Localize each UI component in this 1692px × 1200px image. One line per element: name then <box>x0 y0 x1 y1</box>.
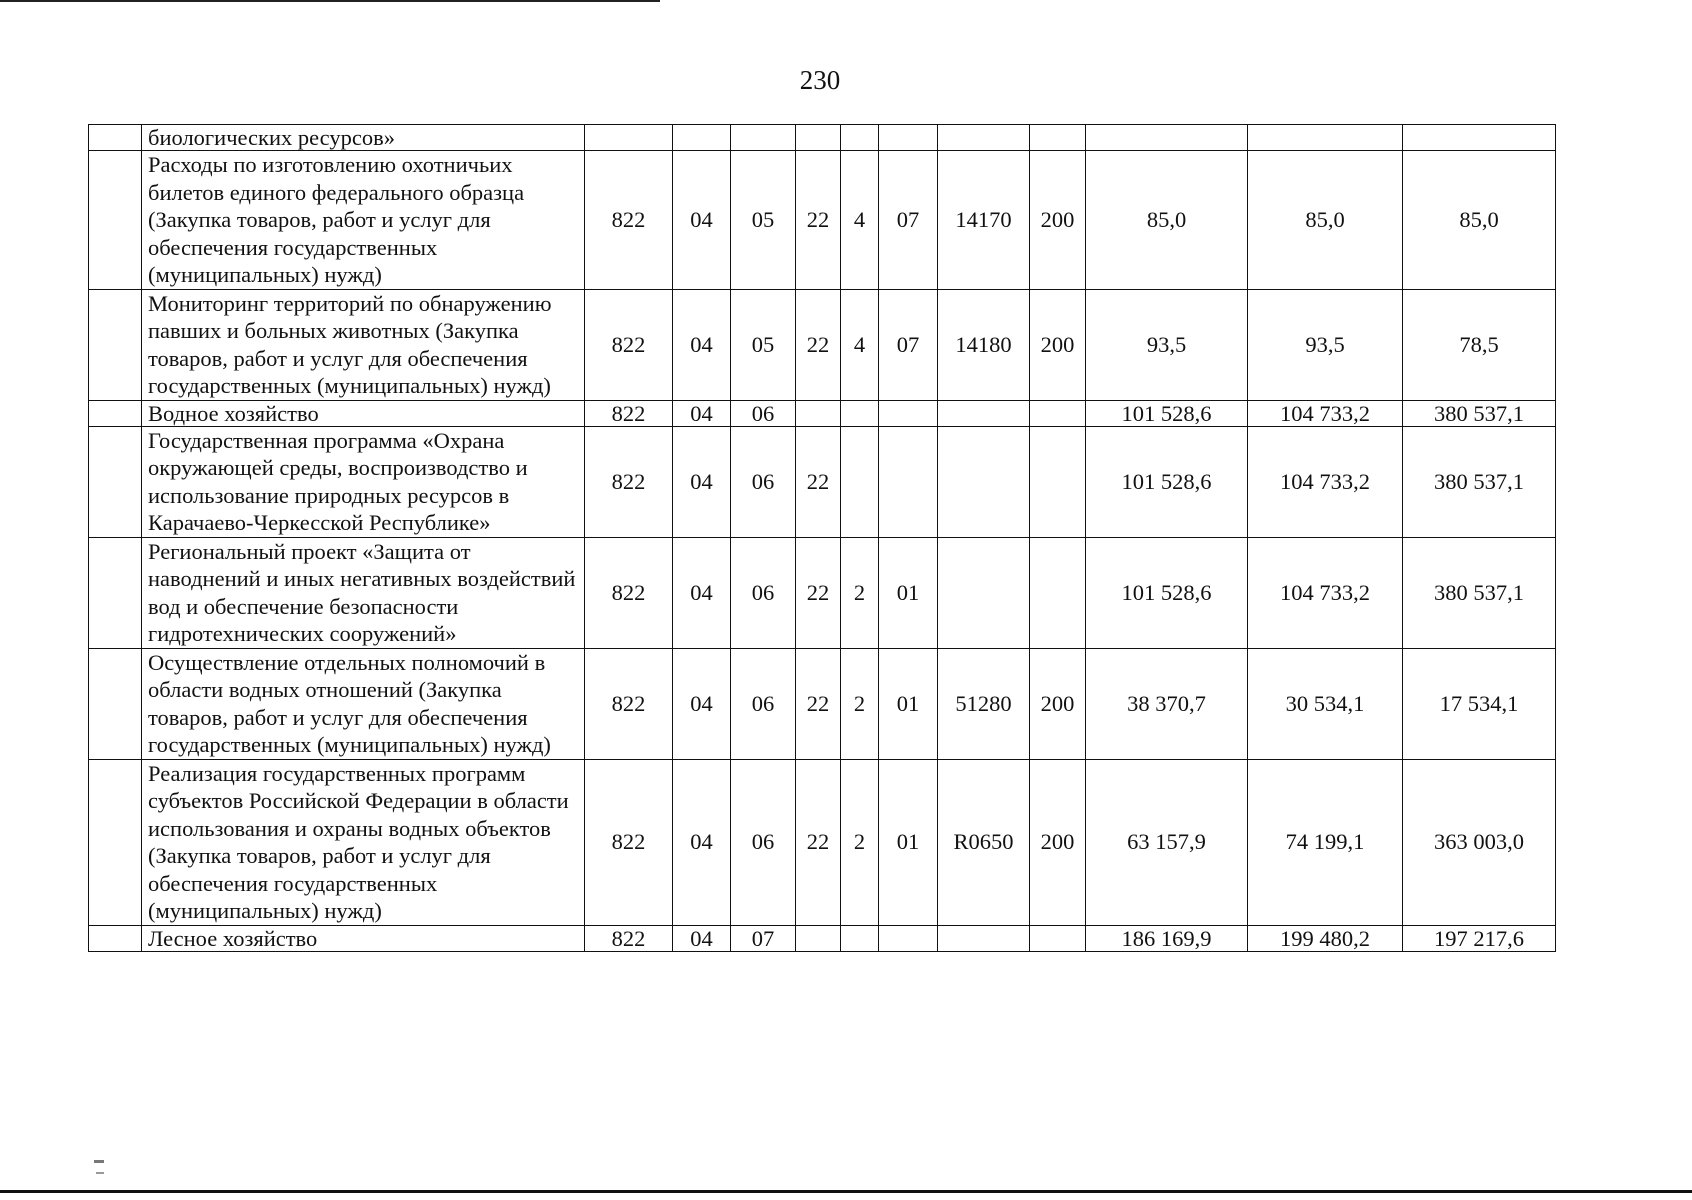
code-expense-type: 200 <box>1030 759 1086 925</box>
amount-year-2: 93,5 <box>1248 289 1403 400</box>
code-ministry: 822 <box>585 400 673 426</box>
code-subprogram: 2 <box>841 648 879 759</box>
amount-year-3: 85,0 <box>1403 151 1556 290</box>
amount-year-1: 38 370,7 <box>1086 648 1248 759</box>
code-subprogram <box>841 125 879 151</box>
code-program: 22 <box>796 289 841 400</box>
amount-year-1: 101 528,6 <box>1086 400 1248 426</box>
code-section <box>673 125 731 151</box>
amount-year-2: 104 733,2 <box>1248 400 1403 426</box>
code-section: 04 <box>673 400 731 426</box>
table-row <box>89 125 1556 151</box>
code-expense-type: 200 <box>1030 289 1086 400</box>
code-direction <box>938 125 1030 151</box>
code-ministry: 822 <box>585 537 673 648</box>
code-expense-type <box>1030 426 1086 537</box>
amount-year-1: 101 528,6 <box>1086 426 1248 537</box>
scan-top-rule <box>0 0 660 2</box>
code-direction: 14180 <box>938 289 1030 400</box>
amount-year-2: 85,0 <box>1248 151 1403 290</box>
amount-year-2 <box>1248 125 1403 151</box>
table-row <box>89 648 1556 759</box>
amount-year-1: 186 169,9 <box>1086 925 1248 951</box>
row-description: Региональный проект «Защита от наводнений и иных негативных воздействий вод и обеспечение безопасности гидротехнических сооружений» <box>142 537 585 648</box>
row-description: Мониторинг территорий по обнаружению павших и больных животных (Закупка товаров, работ и услуг для обеспечения государственных (муниципальных) нужд) <box>142 289 585 400</box>
code-subprogram: 4 <box>841 289 879 400</box>
amount-year-2: 104 733,2 <box>1248 426 1403 537</box>
code-subsection: 07 <box>731 925 796 951</box>
code-expense-type: 200 <box>1030 648 1086 759</box>
code-subsection: 06 <box>731 648 796 759</box>
code-event: 07 <box>879 151 938 290</box>
code-direction: 51280 <box>938 648 1030 759</box>
amount-year-1: 63 157,9 <box>1086 759 1248 925</box>
code-ministry <box>585 125 673 151</box>
row-description: Осуществление отдельных полномочий в области водных отношений (Закупка товаров, работ и услуг для обеспечения государственных (муниципальных) нужд) <box>142 648 585 759</box>
row-number-cell <box>89 648 142 759</box>
code-subprogram: 2 <box>841 537 879 648</box>
code-direction <box>938 925 1030 951</box>
row-description: Водное хозяйство <box>142 400 585 426</box>
code-expense-type: 200 <box>1030 151 1086 290</box>
code-program: 22 <box>796 759 841 925</box>
table-row <box>89 537 1556 648</box>
row-number-cell <box>89 289 142 400</box>
row-description: Государственная программа «Охрана окружающей среды, воспроизводство и использование природных ресурсов в Карачаево-Черкесской Республике» <box>142 426 585 537</box>
code-ministry: 822 <box>585 648 673 759</box>
code-subprogram <box>841 925 879 951</box>
code-program: 22 <box>796 537 841 648</box>
code-section: 04 <box>673 289 731 400</box>
code-event <box>879 125 938 151</box>
amount-year-3 <box>1403 125 1556 151</box>
row-number-cell <box>89 125 142 151</box>
table-row <box>89 400 1556 426</box>
amount-year-3: 197 217,6 <box>1403 925 1556 951</box>
code-expense-type <box>1030 925 1086 951</box>
table-row <box>89 426 1556 537</box>
amount-year-3: 363 003,0 <box>1403 759 1556 925</box>
code-subsection: 06 <box>731 400 796 426</box>
code-program <box>796 125 841 151</box>
code-program: 22 <box>796 151 841 290</box>
code-program <box>796 400 841 426</box>
row-number-cell <box>89 925 142 951</box>
code-section: 04 <box>673 151 731 290</box>
amount-year-1 <box>1086 125 1248 151</box>
code-direction <box>938 537 1030 648</box>
code-ministry: 822 <box>585 925 673 951</box>
amount-year-2: 30 534,1 <box>1248 648 1403 759</box>
code-subsection: 06 <box>731 537 796 648</box>
amount-year-1: 101 528,6 <box>1086 537 1248 648</box>
scan-artifact <box>96 1172 104 1174</box>
code-event <box>879 925 938 951</box>
code-subprogram: 4 <box>841 151 879 290</box>
table-row <box>89 289 1556 400</box>
code-subprogram: 2 <box>841 759 879 925</box>
code-event: 01 <box>879 759 938 925</box>
row-description: Расходы по изготовлению охотничьих билетов единого федерального образца (Закупка товаров, работ и услуг для обеспечения государственных (муниципальных) нужд) <box>142 151 585 290</box>
code-expense-type <box>1030 537 1086 648</box>
code-ministry: 822 <box>585 289 673 400</box>
code-event <box>879 400 938 426</box>
row-number-cell <box>89 426 142 537</box>
amount-year-3: 17 534,1 <box>1403 648 1556 759</box>
page-number: 230 <box>799 65 841 95</box>
scan-artifact <box>94 1160 104 1163</box>
code-section: 04 <box>673 759 731 925</box>
code-subsection <box>731 125 796 151</box>
code-subsection: 06 <box>731 759 796 925</box>
row-description: Реализация государственных программ субъектов Российской Федерации в области использования и охраны водных объектов (Закупка товаров, работ и услуг для обеспечения государственных (муниципальных) нужд) <box>142 759 585 925</box>
code-event <box>879 426 938 537</box>
code-direction: R0650 <box>938 759 1030 925</box>
code-program: 22 <box>796 648 841 759</box>
code-subprogram <box>841 400 879 426</box>
table-row <box>89 925 1556 951</box>
code-ministry: 822 <box>585 759 673 925</box>
table-row <box>89 151 1556 290</box>
amount-year-3: 380 537,1 <box>1403 537 1556 648</box>
code-ministry: 822 <box>585 426 673 537</box>
row-number-cell <box>89 400 142 426</box>
code-program: 22 <box>796 426 841 537</box>
row-number-cell <box>89 537 142 648</box>
row-description: биологических ресурсов» <box>142 125 585 151</box>
code-section: 04 <box>673 537 731 648</box>
code-event: 01 <box>879 648 938 759</box>
row-number-cell <box>89 151 142 290</box>
code-subsection: 05 <box>731 151 796 290</box>
code-direction <box>938 400 1030 426</box>
code-ministry: 822 <box>585 151 673 290</box>
code-section: 04 <box>673 648 731 759</box>
amount-year-2: 199 480,2 <box>1248 925 1403 951</box>
code-event: 01 <box>879 537 938 648</box>
row-description: Лесное хозяйство <box>142 925 585 951</box>
amount-year-3: 78,5 <box>1403 289 1556 400</box>
code-direction: 14170 <box>938 151 1030 290</box>
scan-bottom-rule <box>0 1190 1692 1193</box>
code-section: 04 <box>673 925 731 951</box>
code-subprogram <box>841 426 879 537</box>
amount-year-2: 74 199,1 <box>1248 759 1403 925</box>
row-number-cell <box>89 759 142 925</box>
code-direction <box>938 426 1030 537</box>
code-subsection: 05 <box>731 289 796 400</box>
code-expense-type <box>1030 125 1086 151</box>
budget-table <box>88 124 1556 952</box>
table-row <box>89 759 1556 925</box>
code-subsection: 06 <box>731 426 796 537</box>
amount-year-1: 93,5 <box>1086 289 1248 400</box>
amount-year-3: 380 537,1 <box>1403 400 1556 426</box>
code-expense-type <box>1030 400 1086 426</box>
amount-year-2: 104 733,2 <box>1248 537 1403 648</box>
code-event: 07 <box>879 289 938 400</box>
code-section: 04 <box>673 426 731 537</box>
amount-year-3: 380 537,1 <box>1403 426 1556 537</box>
code-program <box>796 925 841 951</box>
amount-year-1: 85,0 <box>1086 151 1248 290</box>
